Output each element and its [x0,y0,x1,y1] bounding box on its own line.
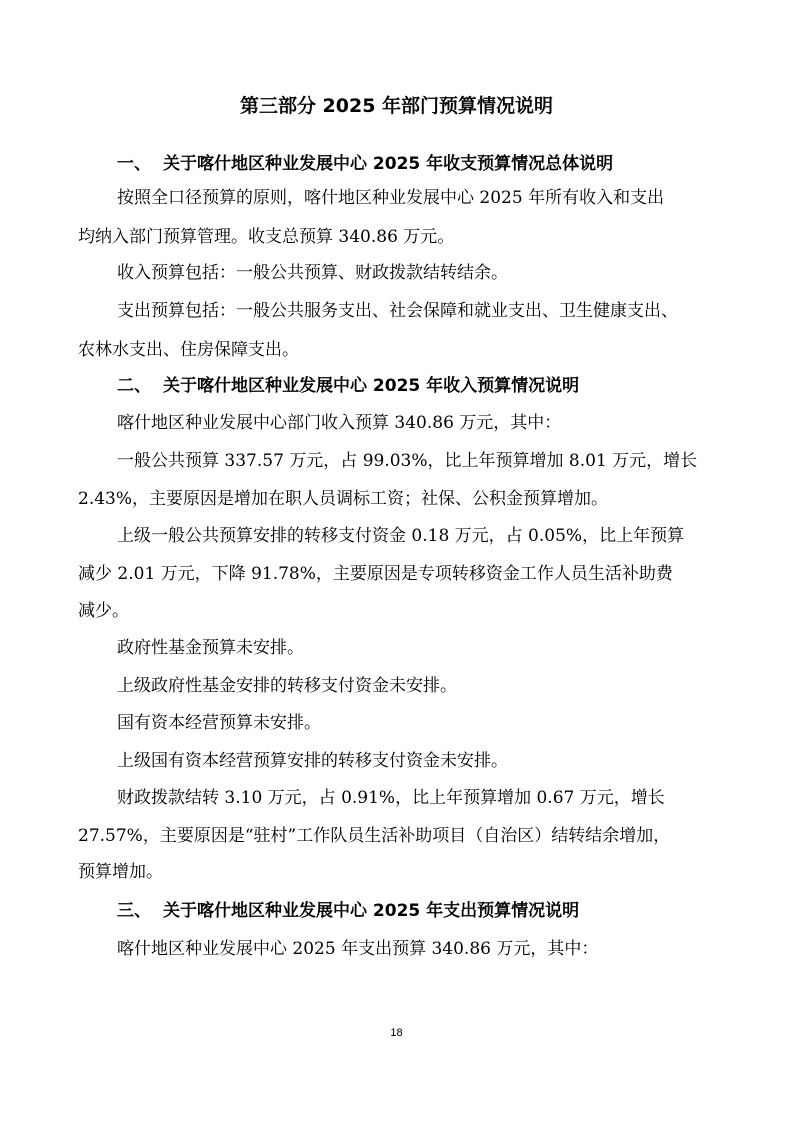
section-heading-text: 关于喀什地区种业发展中心 2025 年支出预算情况说明 [163,901,580,921]
section-heading-1 [117,153,613,175]
paragraph-line: 喀什地区种业发展中心部门收入预算 340.86 万元，其中： [117,413,562,433]
paragraph-line: 减少 2.01 万元，下降 91.78%，主要原因是专项转移资金工作人员生活补助费 [78,564,673,584]
paragraph-line: 支出预算包括：一般公共服务支出、社会保障和就业支出、卫生健康支出、 [117,301,678,321]
paragraph-line: 喀什地区种业发展中心 2025 年支出预算 340.86 万元，其中： [117,939,599,959]
section-heading-text: 关于喀什地区种业发展中心 2025 年收支预算情况总体说明 [163,154,614,174]
paragraph-line: 收入预算包括：一般公共预算、财政拨款结转结余。 [117,263,508,283]
paragraph-line: 上级国有资本经营预算安排的转移支付资金未安排。 [117,751,508,771]
paragraph-line: 国有资本经营预算未安排。 [117,713,321,733]
paragraph-line: 一般公共预算 337.57 万元，占 99.03%，比上年预算增加 8.01 万元，增长 [117,451,698,471]
paragraph-line: 均纳入部门预算管理。收支总预算 340.86 万元。 [78,227,455,247]
paragraph-line: 2.43%，主要原因是增加在职人员调标工资；社保、公积金预算增加。 [78,489,609,509]
section-heading-text: 关于喀什地区种业发展中心 2025 年收入预算情况说明 [163,376,580,396]
section-number: 二、 [117,376,151,396]
paragraph-line: 按照全口径预算的原则，喀什地区种业发展中心 2025 年所有收入和支出 [117,188,665,208]
section-heading-3 [117,900,579,922]
paragraph-line: 政府性基金预算未安排。 [117,638,304,658]
page-number: 18 [390,1027,403,1039]
paragraph-line: 财政拨款结转 3.10 万元，占 0.91%，比上年预算增加 0.67 万元，增长 [117,788,665,808]
section-heading-2 [117,375,579,397]
paragraph-line: 减少。 [78,601,129,621]
paragraph-line: 上级政府性基金安排的转移支付资金未安排。 [117,676,457,696]
paragraph-line: 27.57%，主要原因是“驻村”工作队员生活补助项目（自治区）结转结余增加， [78,826,671,846]
paragraph-line: 上级一般公共预算安排的转移支付资金 0.18 万元，占 0.05%，比上年预算 [117,526,685,546]
section-number: 三、 [117,901,151,921]
page-title: 第三部分 2025 年部门预算情况说明 [239,95,554,117]
paragraph-line: 农林水支出、住房保障支出。 [78,340,299,360]
section-number: 一、 [117,154,151,174]
paragraph-line: 预算增加。 [78,862,163,882]
